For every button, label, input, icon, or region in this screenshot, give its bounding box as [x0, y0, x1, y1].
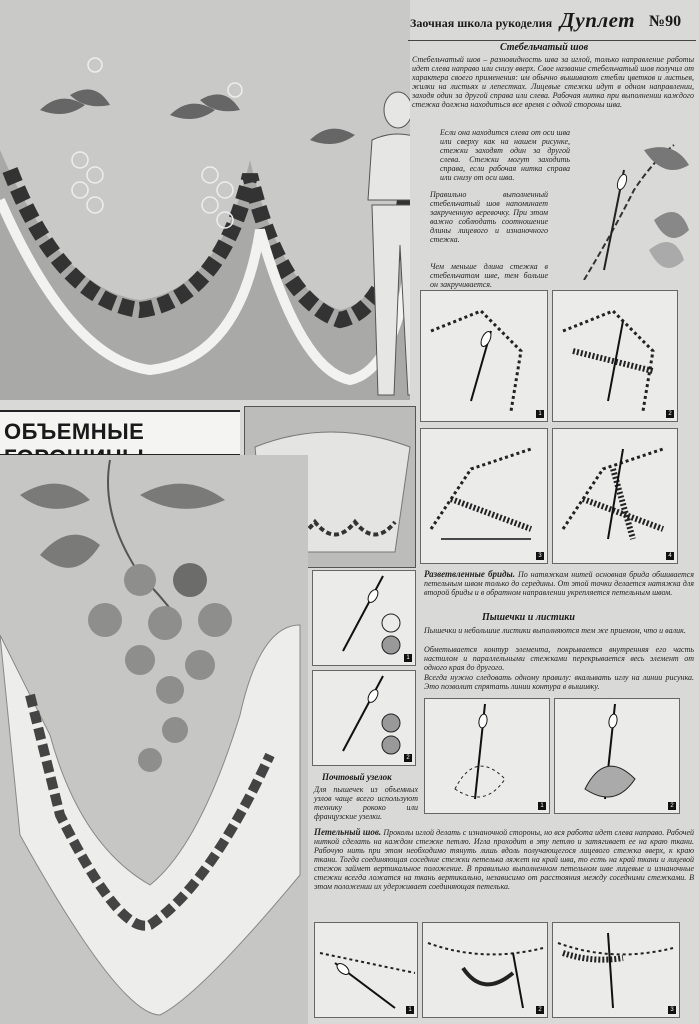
stem-stitch-p2: Если она находится слева от оси шва или сверху как на нашем рисунке, стежки заходят один за другой слева. Стежки могут заходить справа, если рабочая нитка справа или снизу от оси шва. — [440, 128, 570, 182]
leaf-diagram-1 — [424, 698, 550, 814]
bride-diagram-3 — [420, 428, 548, 564]
figure-number: 2 — [666, 410, 674, 418]
magazine-header — [408, 4, 696, 41]
banner-text: ОБЪЕМНЫЕ — [4, 419, 145, 444]
buttonhole-diagram-3 — [552, 922, 680, 1018]
pyshechki-p1: Пышечки и небольшие листики выполняются тем же приемом, что и валик. — [424, 626, 686, 635]
figure-number: 4 — [666, 552, 674, 560]
buttonhole-diagram-2 — [422, 922, 548, 1018]
brand-logo: Дуплет — [560, 8, 636, 32]
school-title: Заочная школа рукоделия — [410, 16, 553, 30]
figure-number: 1 — [406, 1006, 414, 1014]
figure-number: 1 — [538, 802, 546, 810]
cutwork-grapes-illustration — [0, 0, 410, 400]
pea-diagram-2 — [312, 670, 416, 766]
issue-number: №90 — [649, 13, 682, 30]
buttonhole-diagram-1 — [314, 922, 418, 1018]
brides-text: По натяжкам нитей основная брида обшивается петельным швом только до середины. От этой точки делается натяжка для второй бриды и в обратном направлении укрепляется петельным швом. — [424, 570, 695, 597]
figure-number: 3 — [536, 552, 544, 560]
stem-stitch-diagram — [574, 140, 696, 280]
buttonhole-title: Петельный шов. — [314, 827, 382, 837]
postal-knot-text: Для пышечек из объемных узлов чаще всего используют технику рококо или французские узелки. — [314, 785, 418, 821]
pea-diagram-1 — [312, 570, 416, 666]
figure-number: 2 — [404, 754, 412, 762]
postal-knot-title: Почтовый узелок — [322, 772, 392, 782]
bride-diagram-4 — [552, 428, 678, 564]
stem-stitch-p4: Чем меньше длина стежка в стебельчатом шве, тем больше он закручивается. — [430, 262, 548, 289]
buttonhole-section — [314, 828, 694, 891]
figure-number: 1 — [536, 410, 544, 418]
bride-diagram-1 — [420, 290, 548, 422]
brides-section — [424, 570, 694, 597]
pyshechki-p2: Обметывается контур элемента, покрывается внутренняя его часть настилом и параллельными стежками перекрывается весь элемент от одного края до другого. — [424, 645, 694, 672]
pyshechki-p3: Всегда нужно следовать одному правилу: вкалывать иглу на линии рисунка. Это позволит спрятать линии контура в вышивку. — [424, 673, 694, 691]
banner-volumetric-peas — [0, 410, 240, 456]
stem-stitch-p3: Правильно выполненный стебельчатый шов напоминает закрученную веревочку. При этом важно соблюдать соотношение длины лицевого и изнаночного стежка. — [430, 190, 548, 244]
figure-number: 3 — [668, 1006, 676, 1014]
bride-diagram-2 — [552, 290, 678, 422]
buttonhole-text: Проколы иглой делать с изнаночной стороны, но вся работа идет слева направо. Рабочей ниткой сделать на каждом стежке петлю. Игла проходит в эту петлю и затягивает ее на краю ткани. Рабочую нить при этом необходимо тянуть лишь вдоль получающегося лицевого стежка вверх, к краю ткани. Тогда соединяющая соседние стежки петелька ляжет на край шва, то есть на край ткани и лицевой стежок займет вертикальное положение. В правильно выполненном петельном шве лицевые и изнаночные стежки всегда ложатся на ткань вертикально, независимо от расстояния между соседними стежками. В этом положении их удерживает соединяющая петелька. — [314, 828, 695, 891]
leaf-diagram-2 — [554, 698, 680, 814]
figure-number: 1 — [404, 654, 412, 662]
figure-number: 2 — [668, 802, 676, 810]
figure-number: 2 — [536, 1006, 544, 1014]
stem-stitch-intro: Стебельчатый шов – разновидность шва за иглой, только направление работы идет слева направо или снизу вверх. Свое название стебельчатый шов получил от характера своего применения: им обычно вышивают стебли цветков и листьев, жилки на листьях и лепестках. Лицевые стежки идут в одном направлении, заходя один за другой справа или слева. Рабочая нитка при выполнении каждого стежка должна находиться все время с одной стороны шва. — [412, 55, 694, 109]
pyshechki-title: Пышечки и листики — [482, 612, 575, 623]
embroidery-photo-bottom — [0, 455, 308, 1024]
embroidery-photo-top — [0, 0, 410, 400]
brides-title: Разветвленные бриды. — [424, 569, 515, 579]
stem-stitch-title: Стебельчатый шов — [500, 42, 589, 53]
